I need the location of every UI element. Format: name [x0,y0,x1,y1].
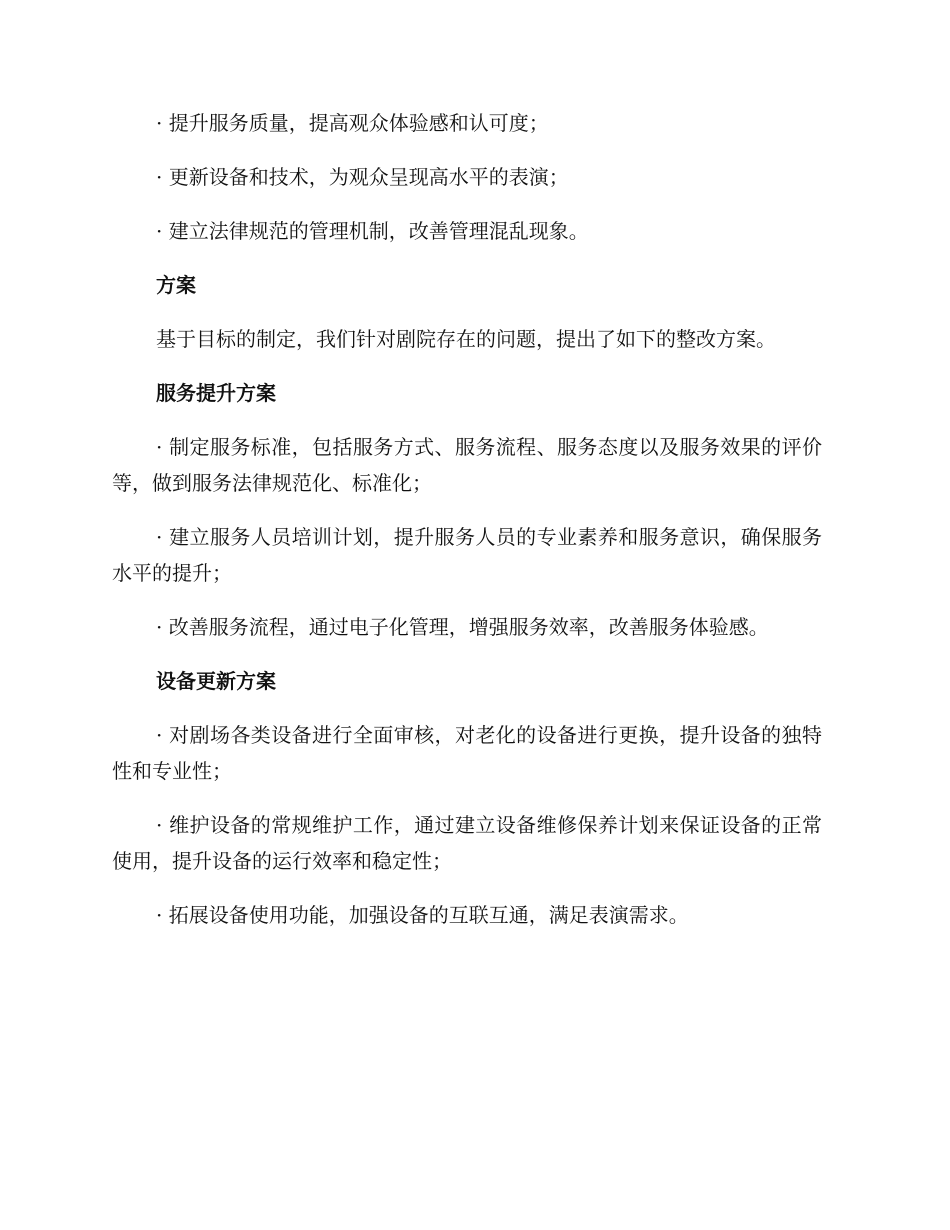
goal-bullet-equipment-tech: · 更新设备和技术，为观众呈现高水平的表演； [156,165,569,189]
section-heading-plan: 方案 [156,273,196,297]
equipment-bullet-functions: · 拓展设备使用功能，加强设备的互联互通，满足表演需求。 [156,903,689,927]
goal-bullet-management: · 建立法律规范的管理机制，改善管理混乱现象。 [156,219,589,243]
service-bullet-standards: · 制定服务标准，包括服务方式、服务流程、服务态度以及服务效果的评价等，做到服务法律规范化、标准化； [112,435,822,495]
service-bullet-process: · 改善服务流程，通过电子化管理，增强服务效率，改善服务体验感。 [156,615,769,639]
equipment-bullet-audit: · 对剧场各类设备进行全面审核，对老化的设备进行更换，提升设备的独特性和专业性； [112,723,822,783]
goal-bullet-service-quality: · 提升服务质量，提高观众体验感和认可度； [156,111,549,135]
equipment-bullet-maintenance: · 维护设备的常规维护工作，通过建立设备维修保养计划来保证设备的正常使用，提升设备的运行效率和稳定性； [112,813,822,873]
service-bullet-training: · 建立服务人员培训计划，提升服务人员的专业素养和服务意识，确保服务水平的提升； [112,525,822,585]
section-heading-service-plan: 服务提升方案 [156,381,276,405]
document-body [112,105,822,933]
plan-intro-paragraph: 基于目标的制定，我们针对剧院存在的问题，提出了如下的整改方案。 [156,327,776,351]
section-heading-equipment-plan: 设备更新方案 [156,669,276,693]
